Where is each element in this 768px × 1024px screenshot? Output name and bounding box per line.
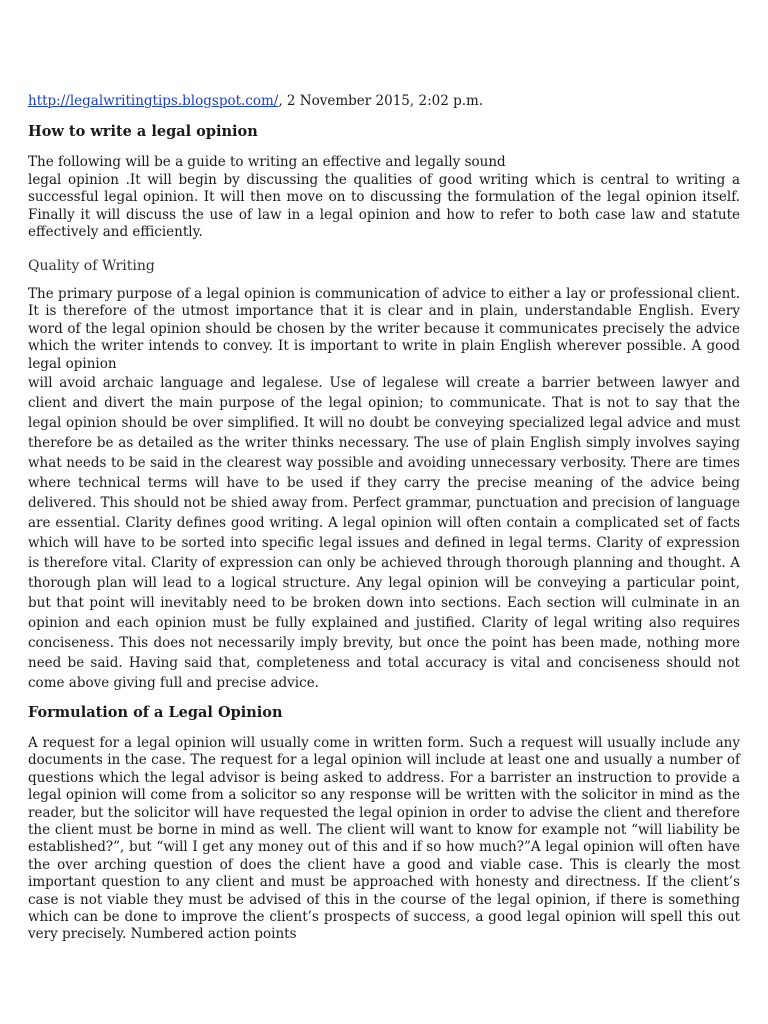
source-date: , 2 November 2015, 2:02 p.m.	[278, 93, 484, 109]
intro-body: legal opinion .It will begin by discussing the qualities of good writing which is central to writing a successful legal opinion. It will then move on to discussing the formulation of the legal opinion itself. Finally it will discuss the use of law in a legal opinion and how to refer to both case law and statute effectively and efficiently.	[28, 171, 740, 240]
section-heading-formulation: Formulation of a Legal Opinion	[28, 704, 283, 721]
formulation-paragraph: A request for a legal opinion will usually come in written form. Such a request will usually include any documents in the case. The request for a legal opinion will include at least one and usually a number of questions which the legal advisor is being asked to address. For a barrister an instruction to provide a legal opinion will come from a solicitor so any response will be written with the solicitor in mind as the reader, but the solicitor will have requested the legal opinion in order to advise the client and therefore the client must be borne in mind as well. The client will want to know for example not “will liability be established?”, but “will I get any money out of this and if so how much?”A legal opinion will often have the over arching question of does the client have a good and viable case. This is clearly the most important question to any client and must be approached with honesty and directness. If the client’s case is not viable they must be advised of this in the course of the legal opinion, if there is something which can be done to improve the client’s prospects of success, a good legal opinion will spell this out very precisely. Numbered action points	[28, 735, 740, 943]
quality-paragraph-part1: The primary purpose of a legal opinion is communication of advice to either a lay or professional client. It is therefore of the utmost importance that it is clear and in plain, understandable English. Every word of the legal opinion should be chosen by the writer because it communicates precisely the advice which the writer intends to convey. It is important to write in plain English wherever possible. A good legal opinion	[28, 285, 740, 372]
section-heading-quality: Quality of Writing	[28, 257, 155, 274]
quality-paragraph-part2: will avoid archaic language and legalese. Use of legalese will create a barrier between lawyer and client and divert the main purpose of the legal opinion; to communicate. That is not to say that the legal opinion should be over simplified. It will no doubt be conveying specialized legal advice and must therefore be as detailed as the writer thinks necessary. The use of plain English simply involves saying what needs to be said in the clearest way possible and avoiding unnecessary verbosity. There are times where technical terms will have to be used if they carry the precise meaning of the advice being delivered. This should not be shied away from. Perfect grammar, punctuation and precision of language are essential. Clarity defines good writing. A legal opinion will often contain a complicated set of facts which will have to be sorted into specific legal issues and defined in legal terms. Clarity of expression is therefore vital. Clarity of expression can only be achieved through thorough planning and thought. A thorough plan will lead to a logical structure. Any legal opinion will be conveying a particular point, but that point will inevitably need to be broken down into sections. Each section will culminate in an opinion and each opinion must be fully explained and justified. Clarity of legal writing also requires conciseness. This does not necessarily imply brevity, but once the point has been made, nothing more need be said. Having said that, completeness and total accuracy is vital and conciseness should not come above giving full and precise advice.	[28, 375, 740, 691]
intro-paragraph	[28, 154, 740, 242]
page-title: How to write a legal opinion	[28, 123, 258, 140]
source-link[interactable]: http://legalwritingtips.blogspot.com/	[28, 93, 279, 109]
intro-first-line: The following will be a guide to writing an effective and legally sound	[28, 154, 506, 170]
document-page	[28, 92, 740, 944]
source-line	[28, 92, 740, 110]
